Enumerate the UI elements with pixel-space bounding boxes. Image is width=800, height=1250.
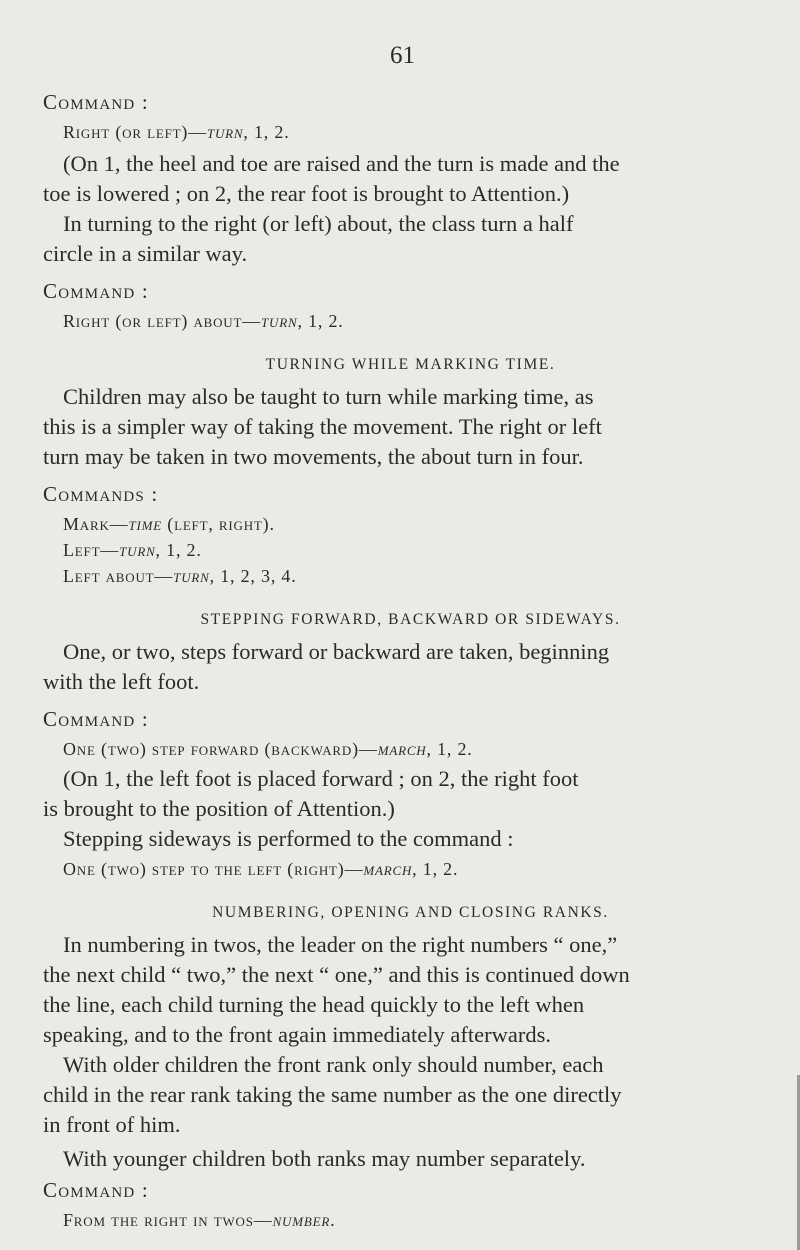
command-word: turn [206, 122, 244, 142]
command-text: From the right in twos— [63, 1210, 273, 1230]
paragraph-line: is brought to the position of Attention.) [43, 796, 395, 821]
command-line [43, 312, 778, 330]
command-word: march [363, 859, 413, 879]
paragraph-line: In numbering in twos, the leader on the right numbers “ one,” [63, 932, 618, 957]
command-word: march [377, 739, 427, 759]
command-count: , 1, 2. [243, 122, 290, 142]
command-count: , 1, 2, 3, 4. [209, 566, 297, 586]
page-body [43, 90, 778, 1229]
command-line [43, 1211, 778, 1229]
command-line [43, 515, 778, 533]
command-text: Left about— [63, 566, 174, 586]
page-number: 61 [390, 42, 415, 69]
command-text: Right (or left) about— [63, 311, 262, 331]
section-heading: STEPPING FORWARD, BACKWARD OR SIDEWAYS. [200, 611, 621, 628]
paragraph-line: turn may be taken in two movements, the about turn in four. [43, 444, 584, 469]
command-count: , 1, 2. [426, 739, 473, 759]
command-word: number [272, 1210, 331, 1230]
command-line [43, 567, 778, 585]
command-word: turn [173, 566, 210, 586]
paragraph-line: With younger children both ranks may number separately. [63, 1146, 586, 1171]
command-count: , 1, 2. [155, 540, 202, 560]
command-heading: Command : [43, 90, 149, 114]
command-line [43, 123, 778, 141]
paragraph-line: Stepping sideways is performed to the command : [63, 826, 514, 851]
command-heading: Commands : [43, 482, 159, 506]
command-count: , 1, 2. [412, 859, 459, 879]
command-text: One (two) step forward (backward)— [63, 739, 378, 759]
command-heading: Command : [43, 279, 149, 303]
command-text: Right (or left)— [63, 122, 207, 142]
paragraph-line: In turning to the right (or left) about, the class turn a half [63, 211, 574, 236]
paragraph-line: circle in a similar way. [43, 241, 248, 266]
command-text: Left— [63, 540, 120, 560]
command-text: Mark— [63, 514, 129, 534]
command-word: turn [119, 540, 156, 560]
paragraph-line: Children may also be taught to turn while marking time, as [63, 384, 594, 409]
section-heading: TURNING WHILE MARKING TIME. [265, 356, 556, 373]
section-heading: NUMBERING, OPENING AND CLOSING RANKS. [212, 904, 609, 921]
command-count: , 1, 2. [297, 311, 344, 331]
command-line [43, 740, 778, 758]
command-line [43, 541, 778, 559]
paragraph-line: (On 1, the left foot is placed forward ; on 2, the right foot [63, 766, 579, 791]
paragraph-line: the next child “ two,” the next “ one,” and this is continued down [43, 962, 630, 987]
paragraph-line: the line, each child turning the head quickly to the left when [43, 992, 585, 1017]
command-text: One (two) step to the left (right)— [63, 859, 364, 879]
paragraph-line: (On 1, the heel and toe are raised and the turn is made and the [63, 151, 620, 176]
command-count: (left, right). [161, 514, 275, 534]
paragraph-line: One, or two, steps forward or backward are taken, beginning [63, 639, 610, 664]
command-count: . [330, 1210, 336, 1230]
command-line [43, 860, 778, 878]
paragraph-line: with the left foot. [43, 669, 200, 694]
paragraph-line: With older children the front rank only should number, each [63, 1052, 604, 1077]
paragraph-line: speaking, and to the front again immediately afterwards. [43, 1022, 551, 1047]
paragraph-line: in front of him. [43, 1112, 181, 1137]
paragraph-line: child in the rear rank taking the same number as the one directly [43, 1082, 622, 1107]
paragraph-line: this is a simpler way of taking the movement. The right or left [43, 414, 602, 439]
command-word: turn [261, 311, 298, 331]
command-heading: Command : [43, 707, 149, 731]
command-heading: Command : [43, 1178, 149, 1202]
paragraph-line: toe is lowered ; on 2, the rear foot is brought to Attention.) [43, 181, 570, 206]
command-word: time [128, 514, 162, 534]
